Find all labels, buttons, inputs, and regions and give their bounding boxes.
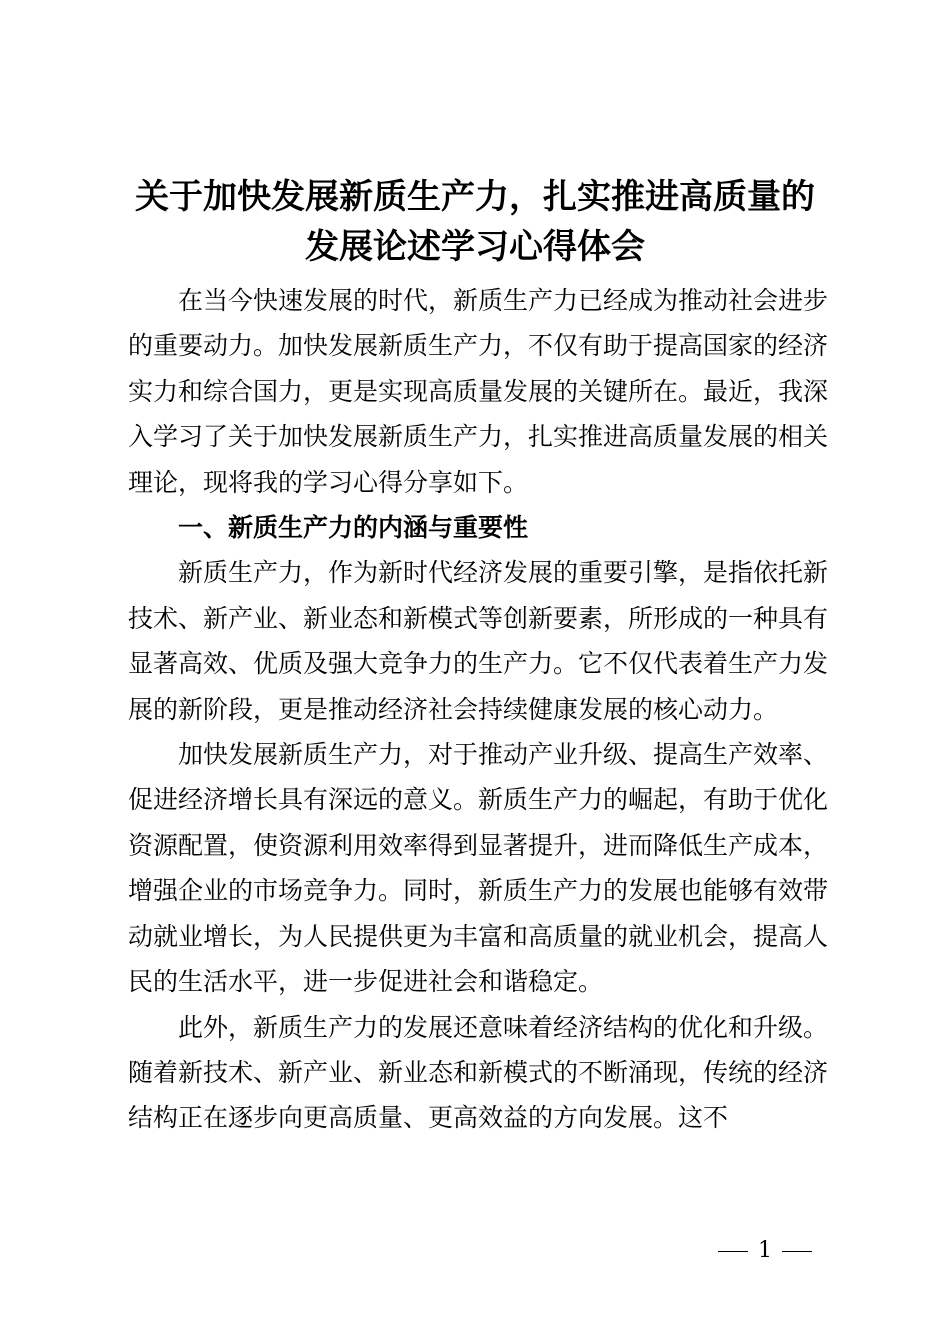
paragraph-significance: 加快发展新质生产力，对于推动产业升级、提高生产效率、促进经济增长具有深远的意义。新质生产力的崛起，有助于优化资源配置，使资源利用效率得到显著提升，进而降低生产成本，增强企业的市场竞争力。同时，新质生产力的发展也能够有效带动就业增长，为人民提供更为丰富和高质量的就业机会，提高人民的生活水平，进一步促进社会和谐稳定。 [128, 740, 829, 997]
right-dash [782, 1251, 812, 1252]
document-title [110, 172, 840, 272]
paragraph-structure: 此外，新质生产力的发展还意味着经济结构的优化和升级。随着新技术、新产业、新业态和新模式的不断涌现，传统的经济结构正在逐步向更高质量、更高效益的方向发展。这不 [128, 1012, 829, 1133]
document-body [128, 278, 828, 1141]
section-heading: 一、新质生产力的内涵与重要性 [178, 513, 529, 543]
title-line-1: 关于加快发展新质生产力，扎实推进高质量的 [135, 177, 815, 217]
title-line-2: 发展论述学习心得体会 [305, 227, 645, 267]
page-number: 1 [758, 1238, 772, 1263]
paragraph-intro: 在当今快速发展的时代，新质生产力已经成为推动社会进步的重要动力。加快发展新质生产力，不仅有助于提高国家的经济实力和综合国力，更是实现高质量发展的关键所在。最近，我深入学习了关于加快发展新质生产力，扎实推进高质量发展的相关理论，现将我的学习心得分享如下。 [128, 286, 829, 497]
paragraph-definition: 新质生产力，作为新时代经济发展的重要引擎，是指依托新技术、新产业、新业态和新模式等创新要素，所形成的一种具有显著高效、优质及强大竞争力的生产力。它不仅代表着生产力发展的新阶段，更是推动经济社会持续健康发展的核心动力。 [128, 558, 829, 724]
left-dash [718, 1251, 748, 1252]
page-footer [700, 1236, 830, 1266]
